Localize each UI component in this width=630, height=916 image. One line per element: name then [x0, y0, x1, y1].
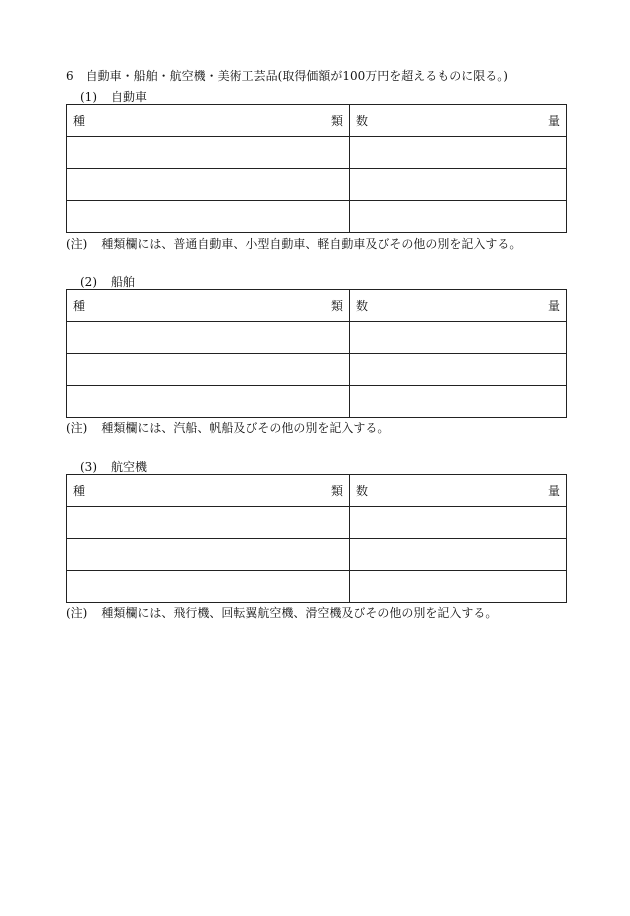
subsection-number: (3) [80, 460, 97, 474]
table-row [67, 386, 567, 418]
subsection-number: (1) [80, 90, 97, 104]
table-row [67, 507, 567, 539]
table-row [67, 571, 567, 603]
aircraft-table [66, 474, 567, 603]
vehicles-table [66, 104, 567, 233]
header-quantity-right: 量 [547, 114, 560, 128]
header-cell-type [67, 105, 350, 137]
header-cell-type [67, 475, 350, 507]
note-text: 種類欄には、普通自動車、小型自動車、軽自動車及びその他の別を記入する。 [101, 237, 522, 251]
table-header-row [67, 290, 567, 322]
header-cell-quantity [350, 290, 567, 322]
note-text: 種類欄には、汽船、帆船及びその他の別を記入する。 [101, 421, 390, 435]
subsection-title: 航空機 [111, 460, 148, 474]
type-cell[interactable] [67, 571, 350, 603]
table-row [67, 322, 567, 354]
header-type-left: 種 [73, 299, 86, 313]
header-type-right: 類 [330, 484, 343, 498]
type-cell[interactable] [67, 386, 350, 418]
subsection-title-ships [80, 273, 135, 290]
quantity-cell[interactable] [350, 539, 567, 571]
type-cell[interactable] [67, 137, 350, 169]
quantity-cell[interactable] [350, 201, 567, 233]
section-heading [66, 67, 508, 84]
heading-number: 6 [66, 69, 74, 83]
table-row [67, 539, 567, 571]
header-cell-type [67, 290, 350, 322]
type-cell[interactable] [67, 169, 350, 201]
type-cell[interactable] [67, 201, 350, 233]
note-ships [66, 419, 389, 436]
header-type-right: 類 [330, 299, 343, 313]
header-cell-quantity [350, 105, 567, 137]
type-cell[interactable] [67, 507, 350, 539]
table-header-row [67, 475, 567, 507]
quantity-cell[interactable] [350, 571, 567, 603]
table-row [67, 354, 567, 386]
header-type-right: 類 [330, 114, 343, 128]
table-row [67, 201, 567, 233]
quantity-cell[interactable] [350, 137, 567, 169]
subsection-title-aircraft [80, 458, 147, 475]
note-vehicles [66, 235, 521, 252]
note-label: (注) [66, 606, 88, 620]
quantity-cell[interactable] [350, 354, 567, 386]
quantity-cell[interactable] [350, 386, 567, 418]
header-type-left: 種 [73, 114, 86, 128]
subsection-title-vehicles [80, 88, 147, 105]
header-quantity-left: 数 [356, 484, 369, 498]
header-quantity-left: 数 [356, 299, 369, 313]
quantity-cell[interactable] [350, 322, 567, 354]
header-cell-quantity [350, 475, 567, 507]
note-text: 種類欄には、飛行機、回転翼航空機、滑空機及びその他の別を記入する。 [101, 606, 498, 620]
note-aircraft [66, 604, 497, 621]
table-row [67, 169, 567, 201]
ships-table [66, 289, 567, 418]
header-quantity-right: 量 [547, 299, 560, 313]
note-label: (注) [66, 237, 88, 251]
heading-text: 自動車・船舶・航空機・美術工芸品(取得価額が100万円を超えるものに限る。) [85, 69, 508, 83]
table-row [67, 137, 567, 169]
quantity-cell[interactable] [350, 507, 567, 539]
header-type-left: 種 [73, 484, 86, 498]
header-quantity-left: 数 [356, 114, 369, 128]
note-label: (注) [66, 421, 88, 435]
type-cell[interactable] [67, 354, 350, 386]
subsection-title: 自動車 [111, 90, 148, 104]
quantity-cell[interactable] [350, 169, 567, 201]
subsection-title: 船舶 [111, 275, 136, 289]
header-quantity-right: 量 [547, 484, 560, 498]
subsection-number: (2) [80, 275, 97, 289]
table-header-row [67, 105, 567, 137]
type-cell[interactable] [67, 539, 350, 571]
type-cell[interactable] [67, 322, 350, 354]
